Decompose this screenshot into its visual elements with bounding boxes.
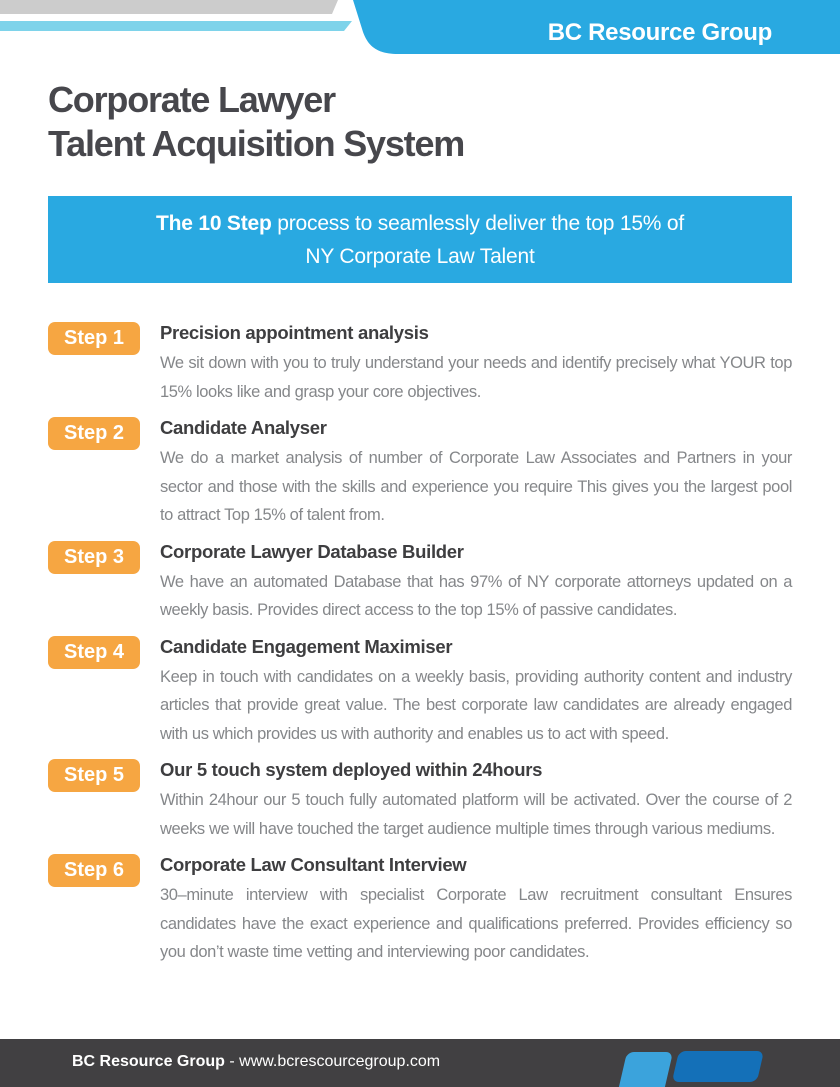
step-heading: Candidate Engagement Maximiser: [160, 635, 453, 657]
step-content: [160, 757, 792, 843]
footer-brand: BC Resource Group: [72, 1053, 225, 1070]
step-badge: Step 2: [48, 417, 140, 450]
step-body: We have an automated Database that has 97% of NY corporate attorneys updated on a weekly basis. Provides direct access to the top 15% of passive candidates.: [160, 572, 792, 619]
step-badge: Step 3: [48, 541, 140, 574]
step-content: [160, 634, 792, 749]
step-row: [48, 634, 792, 749]
step-body: We do a market analysis of number of Corporate Law Associates and Partners in your sector and those with the skills and experience you require This gives you the largest pool to attract Top 15% of talent from.: [160, 449, 792, 524]
step-row: [48, 757, 792, 843]
step-badge: Step 5: [48, 759, 140, 792]
banner-highlight: The 10 Step: [155, 211, 272, 235]
banner-line2: NY Corporate Law Talent: [305, 244, 535, 268]
page-header: [0, 0, 840, 56]
header-lightblue-stripe: [0, 21, 352, 31]
step-badge: Step 1: [48, 322, 140, 355]
step-heading: Corporate Law Consultant Interview: [160, 854, 467, 875]
step-badge: Step 4: [48, 636, 140, 669]
step-badge: Step 6: [48, 854, 140, 887]
step-row: [48, 320, 792, 406]
page-title: [48, 78, 464, 166]
step-row: [48, 852, 792, 967]
step-row: [48, 415, 792, 530]
step-body: We sit down with you to truly understand your needs and identify precisely what YOUR top 15% looks like and grasp your core objectives.: [160, 354, 792, 401]
intro-banner: [48, 196, 792, 283]
page-footer: [0, 1039, 840, 1087]
footer-url: - www.bcrescourcegroup.com: [224, 1053, 441, 1070]
step-content: [160, 415, 792, 530]
step-heading: Our 5 touch system deployed within 24hours: [160, 759, 543, 780]
step-content: [160, 320, 792, 406]
step-content: [160, 539, 792, 625]
page-title-line1: Corporate Lawyer: [48, 79, 335, 120]
step-row: [48, 539, 792, 625]
logo-mark-light-icon: [617, 1052, 673, 1087]
banner-line1: [156, 207, 684, 240]
step-heading: Corporate Lawyer Database Builder: [160, 540, 464, 562]
step-body: Keep in touch with candidates on a weekly basis, providing authority content and industry articles that provide great value. The best corporate law candidates are already engaged with us which provides us with authority and enables us to act with speed.: [160, 667, 792, 743]
step-content: [160, 852, 792, 967]
steps-list: [48, 320, 792, 976]
page-title-line2: Talent Acquisition System: [48, 123, 465, 164]
step-heading: Candidate Analyser: [160, 417, 327, 438]
footer-text: [72, 1053, 440, 1071]
banner-text: process to seamlessly deliver the top 15% of: [271, 211, 685, 235]
logo-mark-dark-icon: [672, 1051, 764, 1082]
step-body: 30–minute interview with specialist Corporate Law recruitment consultant Ensures candidates have the exact experience and qualifications preferred. Provides efficiency so you don’t waste time vetting and interviewing poor candidates.: [160, 886, 792, 961]
step-body: Within 24hour our 5 touch fully automated platform will be activated. Over the course of 2 weeks we will have touched the target audience multiple times through various mediums.: [160, 791, 792, 838]
step-heading: Precision appointment analysis: [160, 322, 429, 343]
brand-name: BC Resource Group: [547, 19, 772, 46]
header-gray-bar: [0, 0, 338, 14]
